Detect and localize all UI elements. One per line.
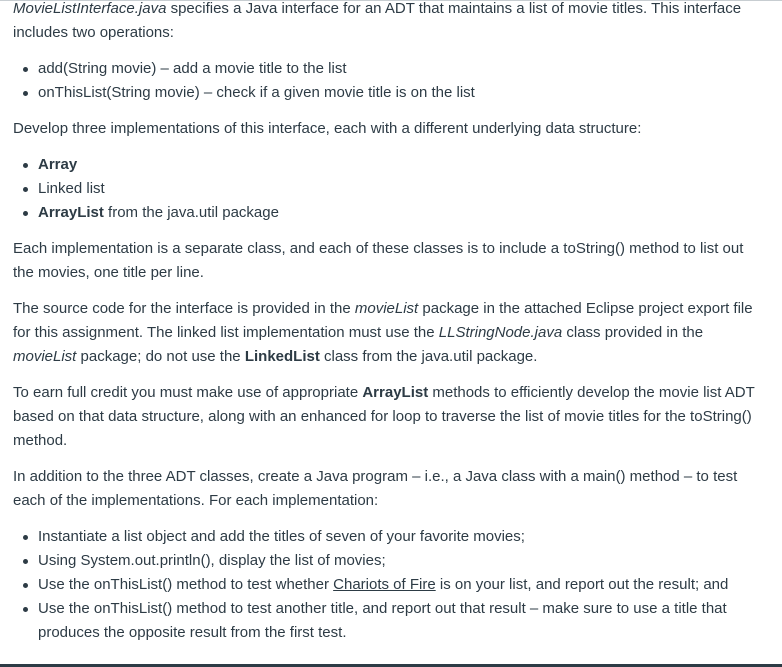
list-item xyxy=(38,153,763,177)
list-item: Using System.out.println(), display the list of movies; xyxy=(38,549,763,573)
implementations-paragraph: Develop three implementations of this interface, each with a different underlying data structure: xyxy=(13,120,642,137)
package-name: movieList xyxy=(13,348,77,365)
full-credit-paragraph xyxy=(13,381,763,453)
list-item: Instantiate a list object and add the titles of seven of your favorite movies; xyxy=(38,525,763,549)
text-span: Use the onThisList() method to test whether xyxy=(38,576,334,593)
text-span: is on your list, and report out the result; and xyxy=(435,576,729,593)
node-class-name: LLStringNode.java xyxy=(438,324,563,341)
text-span: To earn full credit you must make use of appropriate xyxy=(13,384,363,401)
tostring-paragraph: Each implementation is a separate class, and each of these classes is to include a toString() method to list out the movies, one title per line. xyxy=(13,240,744,281)
arraylist-text: from the java.util package xyxy=(103,204,279,221)
data-structures-list xyxy=(13,153,763,225)
list-item: Linked list xyxy=(38,177,763,201)
package-name: movieList xyxy=(354,300,419,317)
text-span: package in the attached Eclipse project export file for this assignment. The linked list implementation must use the xyxy=(13,300,753,341)
list-item xyxy=(38,201,763,225)
list-item: Use the onThisList() method to test another title, and report out that result – make sure to use a title that produces the opposite result from the first test. xyxy=(38,597,763,645)
assignment-description xyxy=(13,0,763,657)
intro-text: specifies a Java interface for an ADT that maintains a list of movie titles. This interface includes two operations: xyxy=(13,0,742,41)
list-item: add(String movie) – add a movie title to the list xyxy=(38,57,763,81)
test-steps-list xyxy=(13,525,763,645)
arraylist-label: ArrayList xyxy=(38,204,104,221)
linkedlist-label: LinkedList xyxy=(244,348,320,365)
text-span: methods to efficiently develop the movie list ADT based on that data structure, along with an enhanced for loop to traverse the list of movie titles for the toString() method. xyxy=(13,384,755,449)
test-program-paragraph: In addition to the three ADT classes, create a Java program – i.e., a Java class with a main() method – to test each of the implementations. For each implementation: xyxy=(13,468,738,509)
chariots-of-fire-link[interactable]: Chariots of Fire xyxy=(333,576,436,593)
source-code-paragraph xyxy=(13,297,763,369)
operations-list xyxy=(13,57,763,105)
arraylist-label: ArrayList xyxy=(362,384,429,401)
text-span: class provided in the xyxy=(562,324,704,341)
text-span: The source code for the interface is provided in the xyxy=(13,300,355,317)
text-span: class from the java.util package. xyxy=(319,348,538,365)
interface-filename: MovieListInterface.java xyxy=(13,0,167,17)
intro-paragraph xyxy=(13,0,763,45)
text-span: package; do not use the xyxy=(76,348,245,365)
list-item xyxy=(38,573,763,597)
list-item: onThisList(String movie) – check if a given movie title is on the list xyxy=(38,81,763,105)
array-label: Array xyxy=(38,156,78,173)
